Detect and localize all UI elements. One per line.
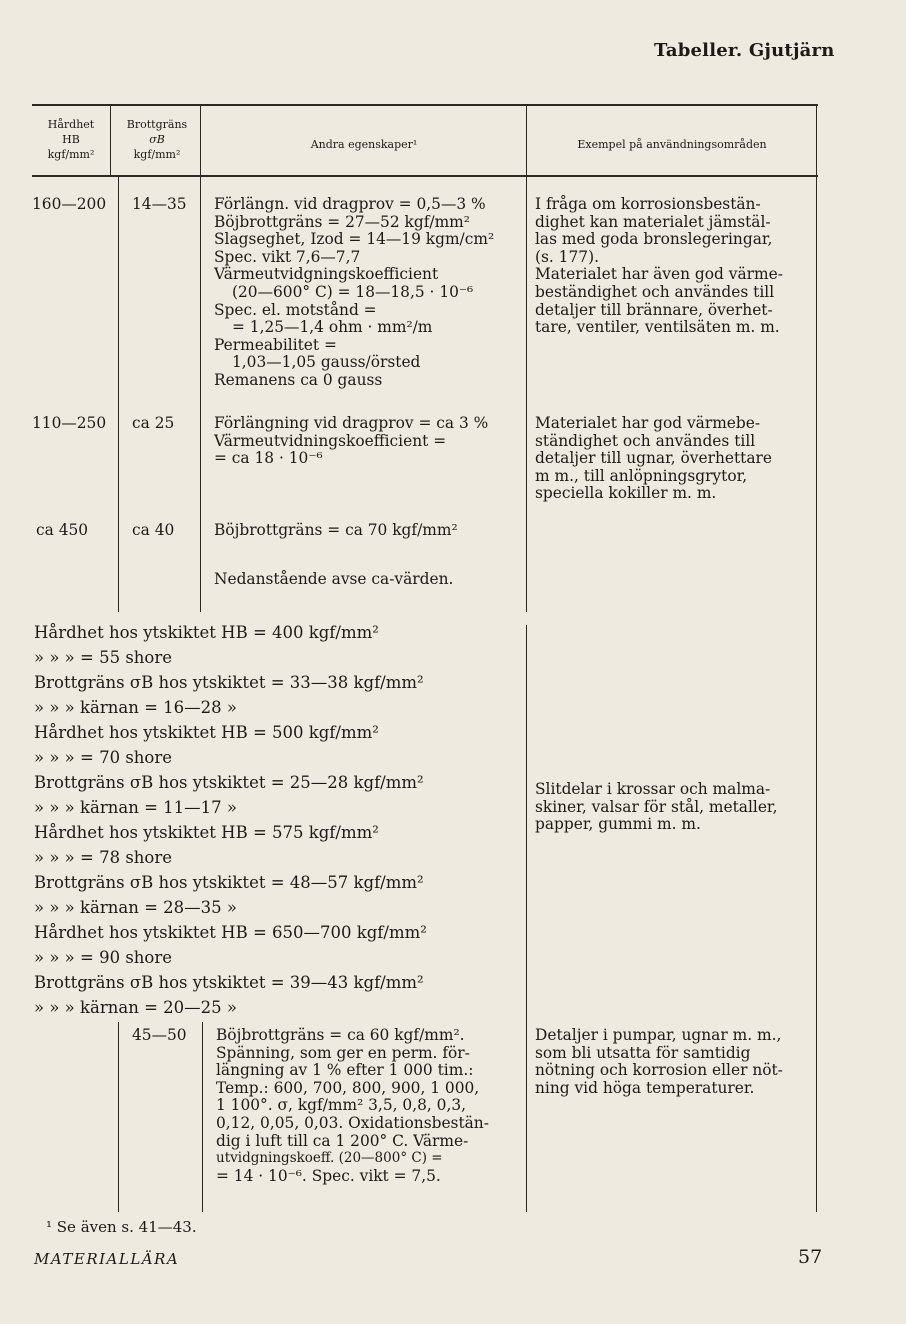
row1-hb: 160—200 (32, 195, 107, 213)
col-vrule-2 (200, 106, 201, 612)
page-number: 57 (798, 1246, 823, 1268)
header-bottom-rule (32, 175, 818, 177)
last-row-examples: Detaljer i pumpar, ugnar m. m., som bli utsatta för samtidig nötning och korrosion eller nöt- ning vid höga temperaturer. (535, 1026, 783, 1097)
table-top-rule (32, 104, 818, 106)
col-header-strength: Brottgräns σB kgf/mm² (126, 118, 188, 161)
row2-props: Förlängning vid dragprov = ca 3 % Värmeutvidningskoefficient = = ca 18 · 10⁻⁶ (214, 414, 489, 468)
col-vrule-2-lower (202, 1022, 203, 1212)
col-vrule-3-lower (526, 625, 527, 1212)
running-header: Tabeller. Gjutjärn (654, 40, 835, 61)
row2-hb: 110—250 (32, 414, 107, 432)
ca-values-note: Nedanstående avse ca-värden. (214, 570, 454, 588)
hardened-properties: Hårdhet hos ytskiktet HB = 400 kgf/mm² » » » = 55 shore Brottgräns σB hos ytskiktet = 33—38 kgf/mm² » » » kärnan = 16—28 » Hårdhet hos ytskiktet HB = 500 kgf/mm² » » » = 70 shore Brottgräns σB hos ytskiktet = 25—28 kgf/mm² » » » kärnan = 11—17 » Hårdhet hos ytskiktet HB = 575 kgf/mm² » » » = 78 shore Brottgräns σB hos ytskiktet = 48—57 kgf/mm² » » » kärnan = 28—35 » Hårdhet hos ytskiktet HB = 650—700 kgf/mm² » » » = 90 shore Brottgräns σB hos ytskiktet = 39—43 kgf/mm² » » » kärnan = 20—25 » (34, 623, 427, 1017)
row3-props: Böjbrottgräns = ca 70 kgf/mm² (214, 521, 458, 539)
row3-hb: ca 450 (36, 521, 89, 539)
row2-sigma: ca 25 (132, 414, 175, 432)
last-row-props: Böjbrottgräns = ca 60 kgf/mm². Spänning, som ger en perm. för- längning av 1 % efter 1 000 tim.: Temp.: 600, 700, 800, 900, 1 000, 1 100°. σ, kgf/mm² 3,5, 0,8, 0,3, 0,12, 0,05, 0,03. Oxidationsbestän- dig i luft till ca 1 200° C. Värme- utvidgningskoeff. (20—800° C) = = 14 · 10⁻⁶. Spec. vikt = 7,5. (216, 1026, 489, 1185)
last-row-sigma: 45—50 (132, 1026, 187, 1044)
row1-examples: I fråga om korrosionsbestän- dighet kan materialet jämstäl- las med goda bronslegeringar, (s. 177). Materialet har även god värme- beständighet och användes till detaljer till brännare, överhet- tare, ventiler, ventilsäten m. m. (535, 195, 783, 337)
book-title: MATERIALLÄRA (34, 1250, 180, 1268)
row3-sigma: ca 40 (132, 521, 175, 539)
col-vrule-3 (526, 106, 527, 612)
col-vrule-1 (118, 176, 119, 612)
row2-examples: Materialet har god värmebe- ständighet och användes till detaljer till ugnar, överhettare m m., till anlöpningsgrytor, speciella kokiller m. m. (535, 414, 772, 503)
col-header-hardness: Hårdhet HB kgf/mm² (47, 118, 95, 161)
row1-props: Förlängn. vid dragprov = 0,5—3 % Böjbrottgräns = 27—52 kgf/mm² Slagseghet, Izod = 14—19 kgm/cm² Spec. vikt 7,6—7,7 Värmeutvidgningskoefficient (20—600° C) = 18—18,5 · 10⁻⁶ Spec. el. motstånd = = 1,25—1,4 ohm · mm²/m Permeabilitet = 1,03—1,05 gauss/örsted Remanens ca 0 gauss (214, 195, 495, 389)
footnote: ¹ Se även s. 41—43. (46, 1218, 197, 1236)
row1-sigma: 14—35 (132, 195, 187, 213)
col-vrule-1-lower (118, 1022, 119, 1212)
header-vrule-1 (110, 106, 111, 176)
col-header-other: Andra egenskaper¹ (310, 138, 418, 151)
col-header-examples: Exempel på användningsområden (577, 138, 767, 151)
col-vrule-4 (816, 106, 817, 1212)
hardened-examples: Slitdelar i krossar och malma- skiner, valsar för stål, metaller, papper, gummi m. m. (535, 780, 778, 834)
